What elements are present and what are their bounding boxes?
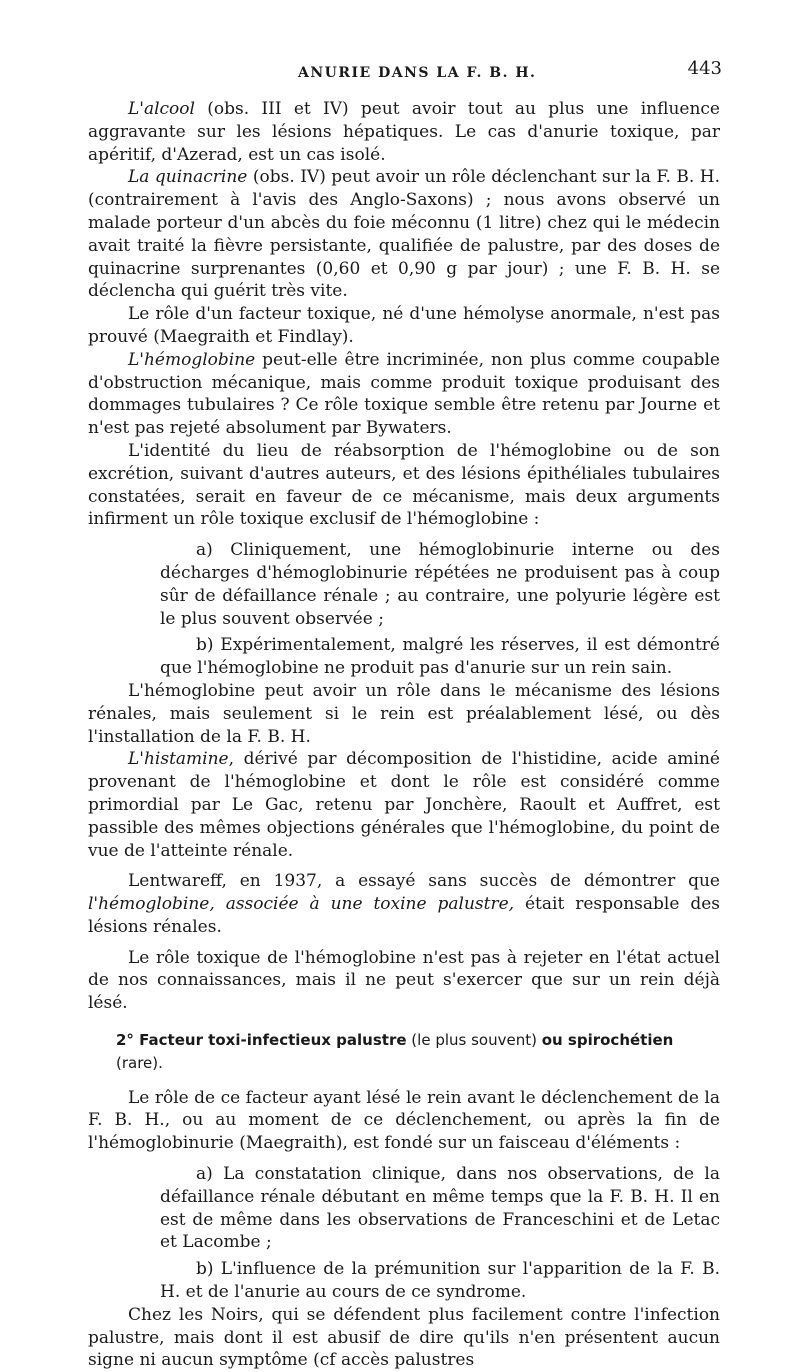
running-head: ANURIE DANS LA F. B. H. [298,65,537,81]
paragraph-quinacrine [88,166,720,303]
page-header [88,58,720,88]
term-quinacrine: La quinacrine [128,167,248,188]
list-item-a: a) Cliniquement, une hémoglobinurie interne ou des décharges d'hémoglobinurie répétées ne produisent pas à coup sûr de défaillance rénale ; au contraire, une polyurie légère est le plus souvent observée ; [160,540,720,629]
paragraph-alcool [88,98,720,166]
paragraph-noirs: Chez les Noirs, qui se défendent plus facilement contre l'infection palustre, mais dont il est abusif de dire qu'ils n'en présentent aucun signe ni aucun symptôme (cf accès palustres [88,1304,720,1371]
section-heading-part-a: 2° Facteur toxi-infectieux palustre [116,1031,407,1050]
list-item-b: b) Expérimentalement, malgré les réserves, il est démontré que l'hémoglobine ne produit pas d'anurie sur un rein sain. [160,635,720,679]
paragraph-hemoglobine [88,349,720,440]
list-item-2b: b) L'influence de la prémunition sur l'apparition de la F. B. H. et de l'anurie au cours de ce syndrome. [160,1259,720,1303]
paragraph-identite: L'identité du lieu de réabsorption de l'hémoglobine ou de son excrétion, suivant d'autres auteurs, et des lésions épithéliales tubulaires constatées, serait en faveur de ce mécanisme, mais deux arguments infirment un rôle toxique exclusif de l'hémoglobine : [88,440,720,530]
term-hemoglobine: L'hémoglobine [128,349,256,370]
paragraph-role-facteur: Le rôle de ce facteur ayant lésé le rein avant le déclenchement de la F. B. H., ou au moment de ce déclenchement, ou après la fin de l'hémoglobinurie (Maegraith), est fondé sur un faisceau d'éléments : [88,1087,720,1154]
paragraph-lentwareff-italic: l'hémoglobine, associée à une toxine palustre, [88,894,515,915]
paragraph-histamine [88,748,720,862]
paragraph-lentwareff-after: était responsable des lésions rénales. [88,894,721,937]
section-heading-part-d: (rare). [116,1053,163,1072]
paragraph-lentwareff [88,870,720,938]
section-heading-part-c: ou spirochétien [541,1031,674,1050]
term-histamine: L'histamine [128,749,229,770]
section-heading [116,1029,720,1075]
term-alcool: L'alcool [128,99,195,119]
paragraph-histamine-text: , dérivé par décomposition de l'histidine, acide aminé provenant de l'hémoglobine et dont le rôle est considéré comme primordial par Le Gac, retenu par Jonchère, Raoult et Auffret, est passible des mêmes objections générales que l'hémoglobine, du point de vue de l'atteinte rénale. [88,749,720,861]
paragraph-role-lesions: L'hémoglobine peut avoir un rôle dans le mécanisme des lésions rénales, mais seulement si le rein est préalablement lésé, ou dès l'installation de la F. B. H. [88,680,720,747]
paragraph-conclusion: Le rôle toxique de l'hémoglobine n'est pas à rejeter en l'état actuel de nos connaissances, mais il ne peut s'exercer que sur un rein déjà lésé. [88,947,720,1014]
paragraph-lentwareff-before: Lentwareff, en 1937, a essayé sans succès de démontrer que [128,871,720,892]
paragraph-alcool-text: (obs. III et IV) peut avoir tout au plus une influence aggravante sur les lésions hépatiques. Le cas d'anurie toxique, par apéritif, d'Azerad, est un cas isolé. [88,99,720,165]
document-page [88,58,720,1372]
paragraph-quinacrine-text: (obs. IV) peut avoir un rôle déclenchant sur la F. B. H. (contrairement à l'avis des Anglo-Saxons) ; nous avons observé un malade porteur d'un abcès du foie méconnu (1 litre) chez qui le médecin avait traité la fièvre persistante, qualifiée de palustre, par des doses de quinacrine surprenantes (0,60 et 0,90 g par jour) ; une F. B. H. se déclencha qui guérit très vite. [88,167,720,302]
paragraph-facteur-toxique: Le rôle d'un facteur toxique, né d'une hémolyse anormale, n'est pas prouvé (Maegraith et Findlay). [88,304,720,347]
page-number: 443 [687,58,722,79]
section-heading-part-b: (le plus souvent) [406,1031,542,1050]
list-item-2a: a) La constatation clinique, dans nos observations, de la défaillance rénale débutant en même temps que la F. B. H. Il en est de même dans les observations de Franceschini et de Letac et Lacombe ; [160,1164,720,1253]
paragraph-hemoglobine-text: peut-elle être incriminée, non plus comme coupable d'obstruction mécanique, mais comme produit toxique produisant des dommages tubulaires ? Ce rôle toxique semble être retenu par Journe et n'est pas rejeté absolument par Bywaters. [88,349,720,439]
